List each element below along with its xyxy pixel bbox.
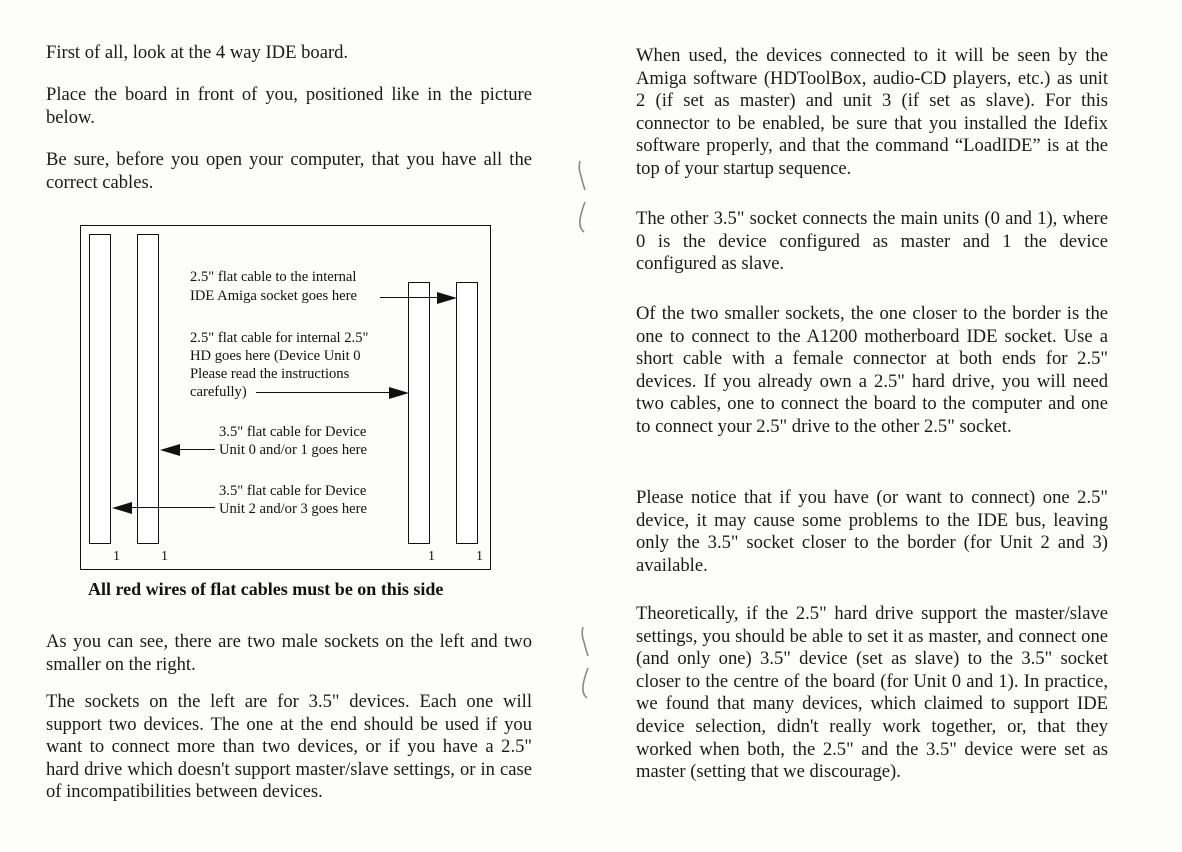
intro-paragraph: Place the board in front of you, positioned like in the picture below. bbox=[46, 84, 532, 128]
body-paragraph: The sockets on the left are for 3.5" devices. Each one will support two devices. The one at the end should be used if you want to connect more than two devices, or if you have a 2.5" hard drive which doesn't support master/slave settings, or in case of incompatibilities between devices. bbox=[46, 691, 532, 803]
label-line: 3.5" flat cable for Device bbox=[219, 424, 367, 440]
diagram-caption: All red wires of flat cables must be on this side bbox=[88, 579, 444, 599]
arrow-left-icon bbox=[112, 502, 132, 514]
body-paragraph: Please notice that if you have (or want to connect) one 2.5" device, it may cause some problems to the IDE bus, leaving only the 3.5" socket closer to the border (for Unit 2 and 3) available. bbox=[636, 487, 1108, 576]
label-line: HD goes here (Device Unit 0 bbox=[190, 348, 361, 364]
intro-paragraph: First of all, look at the 4 way IDE board. bbox=[46, 42, 349, 63]
arrow-line bbox=[178, 449, 215, 450]
label-line: 3.5" flat cable for Device bbox=[219, 483, 367, 499]
arrow-left-icon bbox=[160, 444, 180, 456]
staple-mark-icon bbox=[575, 158, 589, 192]
pin1-label: 1 bbox=[428, 549, 435, 564]
label-line: Unit 2 and/or 3 goes here bbox=[219, 501, 367, 517]
pin1-label: 1 bbox=[161, 549, 168, 564]
arrow-line bbox=[130, 507, 215, 508]
socket-2-5-outer bbox=[456, 282, 478, 544]
arrow-line bbox=[256, 392, 391, 393]
right-page bbox=[590, 0, 1182, 852]
socket-3-5-inner bbox=[137, 234, 159, 544]
body-paragraph: The other 3.5" socket connects the main units (0 and 1), where 0 is the device configured as master and 1 the device configured as slave. bbox=[636, 208, 1108, 275]
left-page bbox=[0, 0, 590, 852]
socket-2-5-inner bbox=[408, 282, 430, 544]
arrow-line bbox=[380, 297, 440, 298]
socket-3-5-outer bbox=[89, 234, 111, 544]
body-paragraph: Theoretically, if the 2.5" hard drive support the master/slave settings, you should be able to set it as master, and connect one (and only one) 3.5" device (set as slave) to the 3.5" socket closer to the centre of the board (for Unit 0 and 1). In practice, we found that many devices, which claimed to support IDE device selection, didn't really work together, or, that they worked when both, the 2.5" and the 3.5" device were set as master (setting that we discourage). bbox=[636, 603, 1108, 783]
pin1-label: 1 bbox=[113, 549, 120, 564]
label-line: 2.5" flat cable to the internal bbox=[190, 269, 357, 285]
arrow-right-icon bbox=[437, 292, 457, 304]
arrow-right-icon bbox=[389, 387, 409, 399]
label-line: Please read the instructions bbox=[190, 366, 350, 382]
intro-paragraph: Be sure, before you open your computer, that you have all the correct cables. bbox=[46, 149, 532, 193]
body-paragraph: When used, the devices connected to it will be seen by the Amiga software (HDToolBox, audio-CD players, etc.) as unit 2 (if set as master) and unit 3 (if set as slave). For this connector to be enabled, be sure that you installed the Idefix software properly, and that the command “LoadIDE” is at the top of your startup sequence. bbox=[636, 45, 1108, 179]
pin1-label: 1 bbox=[476, 549, 483, 564]
body-paragraph: As you can see, there are two male sockets on the left and two smaller on the right. bbox=[46, 631, 532, 675]
body-paragraph: Of the two smaller sockets, the one closer to the border is the one to connect to the A1200 motherboard IDE socket. Use a short cable with a female connector at both ends for 2.5" devices. If you already own a 2.5" hard drive, you will need two cables, one to connect the board to the computer and one to connect your 2.5" drive to the other 2.5" socket. bbox=[636, 303, 1108, 437]
label-line: IDE Amiga socket goes here bbox=[190, 288, 357, 304]
label-line: carefully) bbox=[190, 384, 247, 400]
label-line: Unit 0 and/or 1 goes here bbox=[219, 442, 367, 458]
staple-mark-icon bbox=[575, 200, 589, 234]
label-line: 2.5" flat cable for internal 2.5" bbox=[190, 330, 369, 346]
